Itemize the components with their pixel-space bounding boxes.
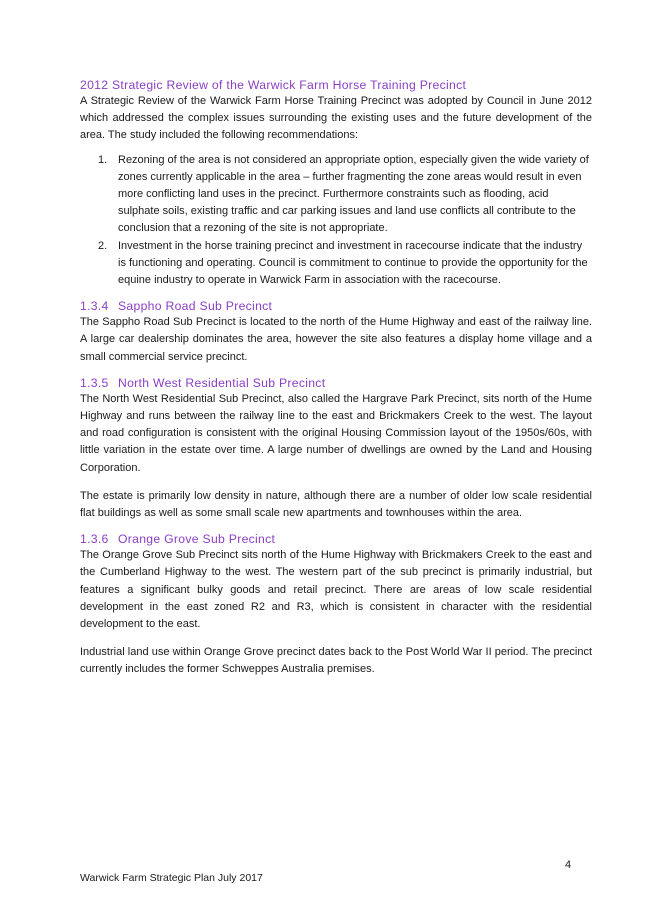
list-item-number: 1. [98,153,108,166]
list-item [80,238,592,290]
section-number: 1.3.5 [80,375,109,390]
review-intro: A Strategic Review of the Warwick Farm Horse Training Precinct was adopted by Council in June 2012 which addressed the complex issues surrounding the existing uses and the future development of the area. The study included the following recommendations: [80,95,592,142]
recommendations-list [80,152,592,290]
northwest-heading [80,375,592,391]
sappho-body: The Sappho Road Sub Precinct is located to the north of the Hume Highway and east of the railway line. A large car dealership dominates the area, however the site also features a display home village and a small commercial service precinct. [80,316,592,363]
section-number: 1.3.6 [80,532,109,547]
section-title: Orange Grove Sub Precinct [118,532,276,547]
footer-document-title: Warwick Farm Strategic Plan July 2017 [80,872,263,884]
orange-body-2: Industrial land use within Orange Grove precinct dates back to the Post World War II period. The precinct currently includes the former Schweppes Australia premises. [80,646,592,676]
document-page [80,77,592,679]
orange-heading [80,531,592,547]
review-heading: 2012 Strategic Review of the Warwick Farm Horse Training Precinct [80,78,467,92]
sappho-heading [80,298,592,314]
section-title: Sappho Road Sub Precinct [118,299,273,314]
northwest-body-1: The North West Residential Sub Precinct, also called the Hargrave Park Precinct, sits north of the Hume Highway and runs between the railway line to the east and Brickmakers Creek to the west. The layout and road configuration is consistent with the original Housing Commission layout of the 1950s/60s, with little variation in the estate over time. A large number of dwellings are owned by the Land and Housing Corporation. [80,392,592,474]
list-item-text: Investment in the horse training precinct and investment in racecourse indicate that the industry is functioning and operating. Council is commitment to continue to provide the opportunity for the equine industry to operate in Warwick Farm in association with the racecourse. [118,239,588,287]
page-number: 4 [565,859,572,871]
section-number: 1.3.4 [80,299,109,314]
list-item-text: Rezoning of the area is not considered an appropriate option, especially given the wide variety of zones currently applicable in the area – further fragmenting the zone areas would result in even more conflicting land uses in the precinct. Furthermore constraints such as flooding, acid sulphate soils, existing traffic and car parking issues and land use conflicts all contribute to the conclusion that a rezoning of the site is not appropriate. [118,153,589,235]
list-item-number: 2. [98,239,108,252]
section-title: North West Residential Sub Precinct [118,375,326,390]
orange-body-1: The Orange Grove Sub Precinct sits north of the Hume Highway with Brickmakers Creek to the east and the Cumberland Highway to the west. The western part of the sub precinct is primarily industrial, but features a significant bulky goods and retail precinct. There are areas of low scale residential development in the east zoned R2 and R3, which is consistent in character with the residential development to the east. [80,549,592,631]
northwest-body-2: The estate is primarily low density in nature, although there are a number of older low scale residential flat buildings as well as some small scale new apartments and townhouses within the area. [80,489,592,520]
list-item [80,152,592,238]
